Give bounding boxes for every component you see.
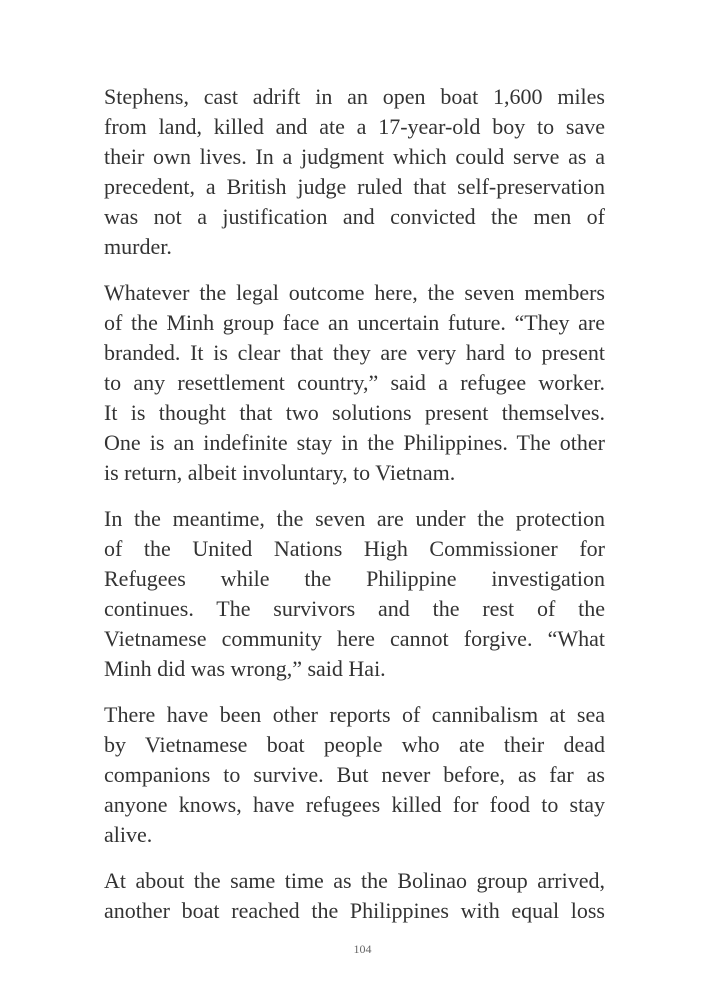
- text-line: was not a justification and convicted the men of: [104, 204, 605, 229]
- page-number: 104: [353, 942, 372, 956]
- paragraph: [104, 82, 605, 262]
- text-line: continues. The survivors and the rest of the: [104, 596, 605, 621]
- text-line: is return, albeit involuntary, to Vietnam.: [104, 460, 456, 485]
- text-line: At about the same time as the Bolinao group arrived,: [104, 868, 605, 893]
- text-line: companions to survive. But never before, as far as: [104, 762, 605, 787]
- text-line: Whatever the legal outcome here, the seven members: [104, 280, 605, 305]
- paragraph: [104, 278, 605, 488]
- text-line: precedent, a British judge ruled that self-preservation: [104, 174, 605, 199]
- text-line: branded. It is clear that they are very hard to present: [104, 340, 605, 365]
- text-line: Vietnamese community here cannot forgive. “What: [104, 626, 605, 651]
- text-line: anyone knows, have refugees killed for food to stay: [104, 792, 605, 817]
- text-line: One is an indefinite stay in the Philippines. The other: [104, 430, 605, 455]
- paragraph: [104, 504, 605, 684]
- text-line: alive.: [104, 822, 153, 847]
- text-line: of the Minh group face an uncertain future. “They are: [104, 310, 605, 335]
- text-line: by Vietnamese boat people who ate their dead: [104, 732, 605, 757]
- text-line: murder.: [104, 234, 172, 259]
- text-line: from land, killed and ate a 17-year-old boy to save: [104, 114, 605, 139]
- text-line: Minh did was wrong,” said Hai.: [104, 656, 386, 681]
- text-line: their own lives. In a judgment which could serve as a: [104, 144, 605, 169]
- paragraph: [104, 700, 605, 850]
- text-line: There have been other reports of cannibalism at sea: [104, 702, 605, 727]
- page-body: [104, 82, 605, 942]
- text-line: of the United Nations High Commissioner for: [104, 536, 605, 561]
- text-line: Refugees while the Philippine investigation: [104, 566, 605, 591]
- text-line: Stephens, cast adrift in an open boat 1,600 miles: [104, 84, 605, 109]
- text-line: It is thought that two solutions present themselves.: [104, 400, 605, 425]
- text-line: In the meantime, the seven are under the protection: [104, 506, 605, 531]
- paragraph: [104, 866, 605, 926]
- text-line: to any resettlement country,” said a refugee worker.: [104, 370, 605, 395]
- text-line: another boat reached the Philippines with equal loss: [104, 898, 605, 923]
